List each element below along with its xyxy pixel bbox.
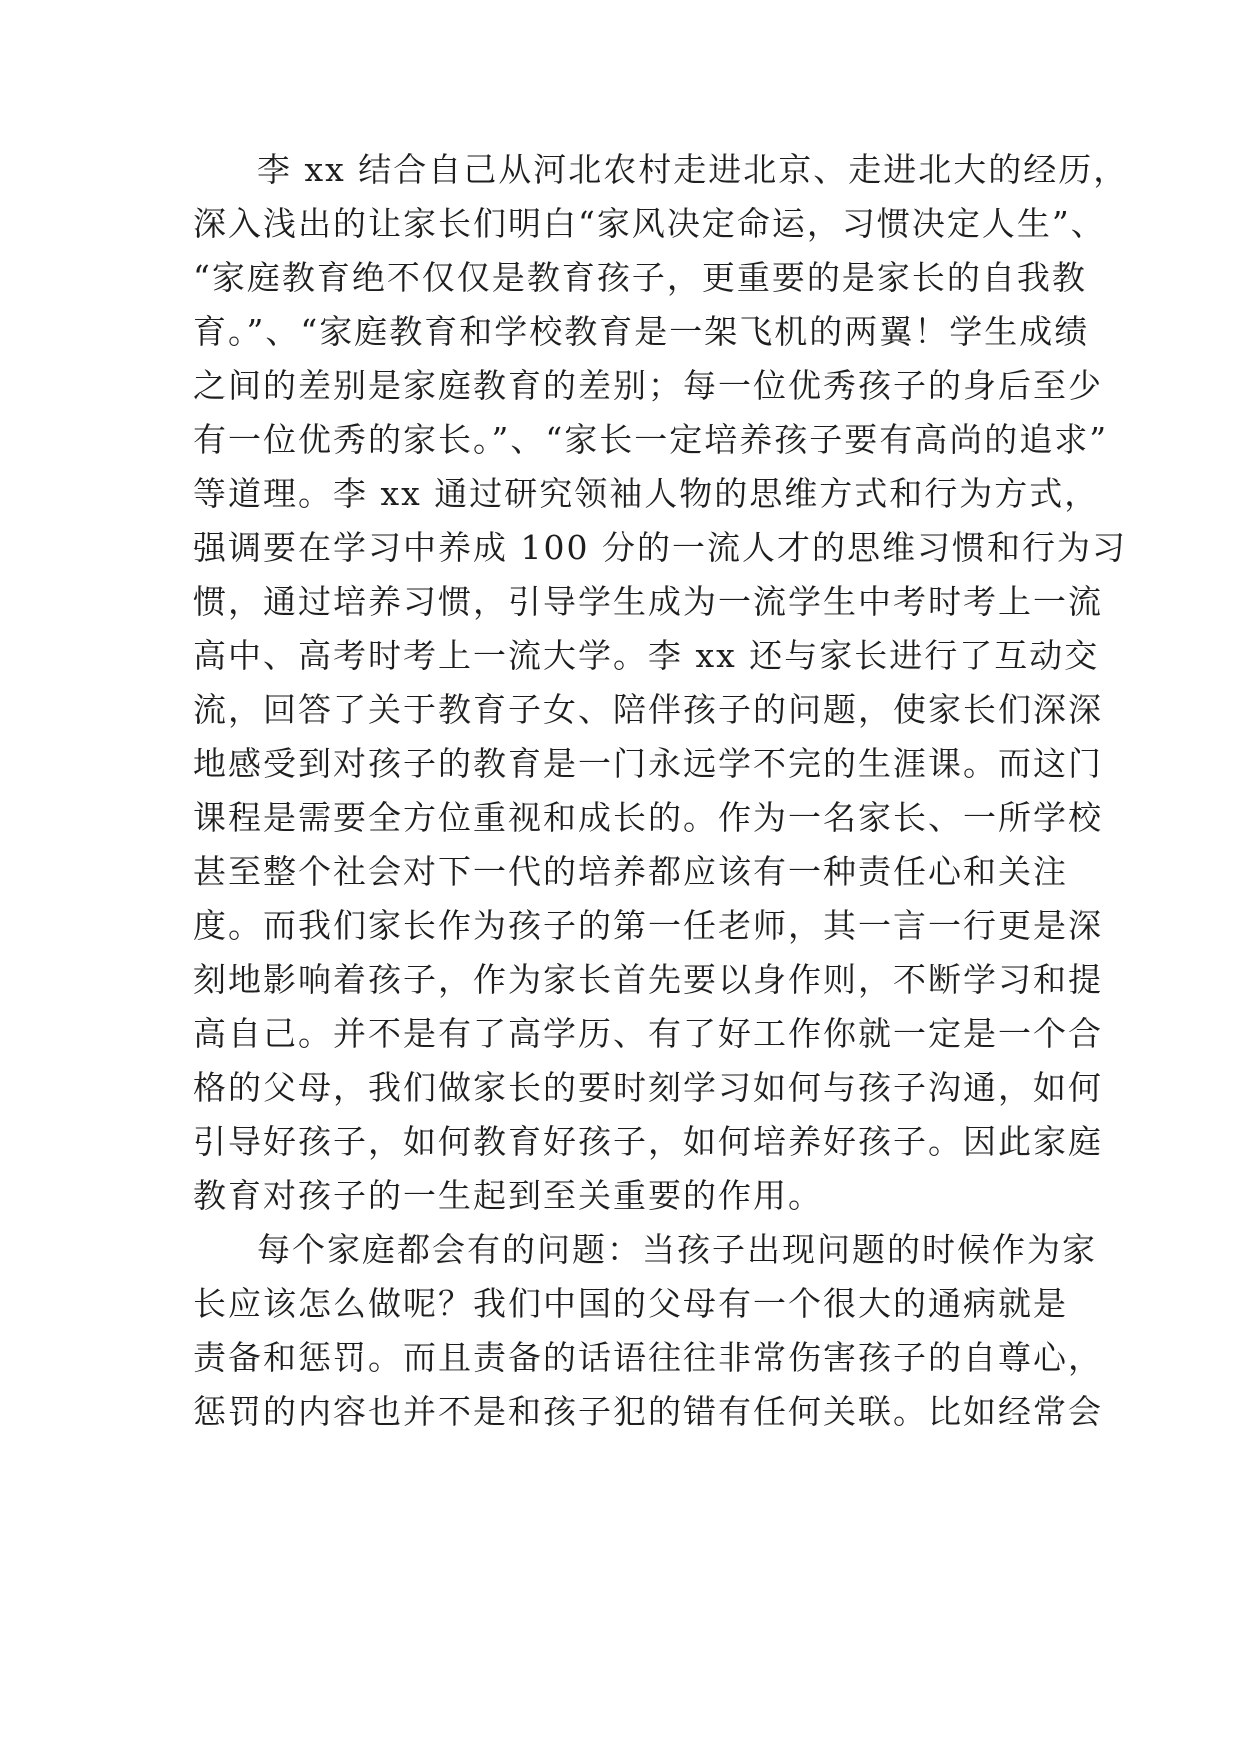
text-line: 长应该怎么做呢？我们中国的父母有一个很大的通病就是 — [193, 1284, 1068, 1323]
text-line: 地感受到对孩子的教育是一门永远学不完的生涯课。而这门 — [193, 744, 1103, 783]
text-line: 流，回答了关于教育子女、陪伴孩子的问题，使家长们深深 — [193, 690, 1103, 729]
text-line: 甚至整个社会对下一代的培养都应该有一种责任心和关注 — [193, 852, 1068, 891]
text-line: 育。”、“家庭教育和学校教育是一架飞机的两翼！学生成绩 — [193, 312, 1090, 351]
text-line: 教育对孩子的一生起到至关重要的作用。 — [193, 1176, 823, 1215]
text-line: 责备和惩罚。而且责备的话语往往非常伤害孩子的自尊心， — [193, 1338, 1103, 1377]
text-line: 刻地影响着孩子，作为家长首先要以身作则，不断学习和提 — [193, 960, 1103, 999]
text-line: 强调要在学习中养成 100 分的一流人才的思维习惯和行为习 — [193, 528, 1127, 567]
text-line: 引导好孩子，如何教育好孩子，如何培养好孩子。因此家庭 — [193, 1122, 1103, 1161]
text-line: 等道理。李 xx 通过研究领袖人物的思维方式和行为方式， — [193, 474, 1100, 513]
text-line: 之间的差别是家庭教育的差别；每一位优秀孩子的身后至少 — [193, 366, 1103, 405]
text-line: “家庭教育绝不仅仅是教育孩子，更重要的是家长的自我教 — [193, 258, 1087, 297]
text-line: 度。而我们家长作为孩子的第一任老师，其一言一行更是深 — [193, 906, 1103, 945]
text-line: 有一位优秀的家长。”、“家长一定培养孩子要有高尚的追求” — [193, 420, 1109, 459]
text-line: 高中、高考时考上一流大学。李 xx 还与家长进行了互动交 — [193, 636, 1100, 675]
text-line: 惯，通过培养习惯，引导学生成为一流学生中考时考上一流 — [193, 582, 1103, 621]
text-line: 每个家庭都会有的问题：当孩子出现问题的时候作为家 — [257, 1230, 1097, 1269]
text-line: 高自己。并不是有了高学历、有了好工作你就一定是一个合 — [193, 1014, 1103, 1053]
text-line: 深入浅出的让家长们明白“家风决定命运，习惯决定人生”、 — [193, 204, 1106, 243]
text-line: 惩罚的内容也并不是和孩子犯的错有任何关联。比如经常会 — [193, 1392, 1103, 1431]
text-line: 课程是需要全方位重视和成长的。作为一名家长、一所学校 — [193, 798, 1103, 837]
text-line: 李 xx 结合自己从河北农村走进北京、走进北大的经历， — [257, 150, 1129, 189]
text-line: 格的父母，我们做家长的要时刻学习如何与孩子沟通，如何 — [193, 1068, 1103, 1107]
